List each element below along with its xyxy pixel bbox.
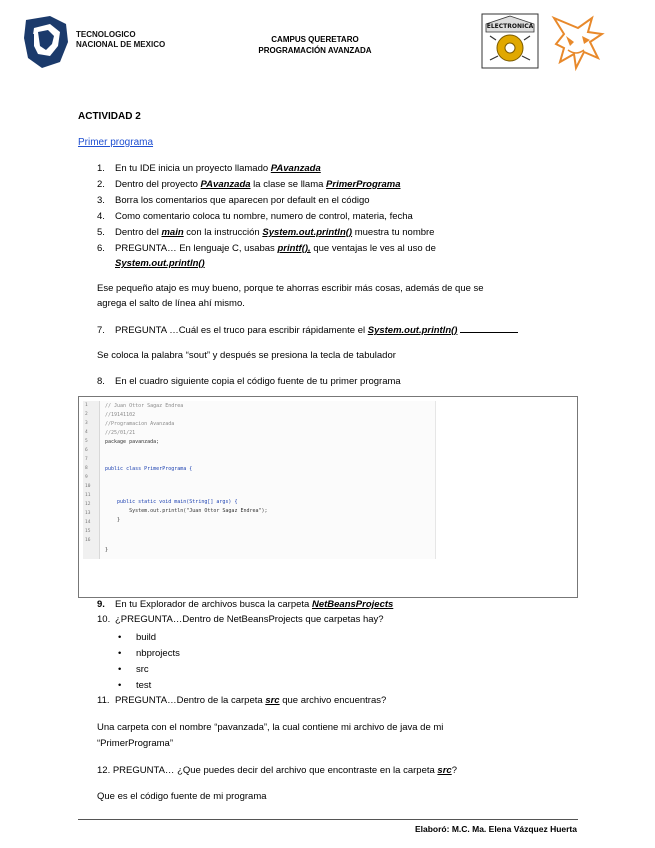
line-number: 9: [85, 475, 88, 480]
answer-7: Se coloca la palabra “sout” y después se presiona la tecla de tabulador: [97, 350, 396, 361]
line-number: 12: [85, 502, 91, 507]
step-10: 10. ¿PREGUNTA…Dentro de NetBeansProjects que carpetas hay?: [97, 614, 384, 625]
header-center: [210, 34, 420, 56]
campus-name: CAMPUS QUERETARO: [271, 35, 359, 44]
step-11: 11. PREGUNTA…Dentro de la carpeta src que archivo encuentras?: [97, 695, 387, 706]
seal-text: ELECTRONICA: [486, 23, 534, 30]
institution-name: [76, 30, 165, 50]
step-12: 12. PREGUNTA… ¿Que puedes decir del archivo que encontraste en la carpeta src?: [97, 765, 457, 776]
footer-author: Elaboró: M.C. Ma. Elena Vázquez Huerta: [414, 824, 577, 834]
electronics-seal-icon: [480, 10, 540, 70]
line-number: 1: [85, 403, 88, 408]
answer-6-line1: Ese pequeño atajo es muy bueno, porque te ahorras escribir más cosas, además de que se: [97, 283, 484, 294]
list-item: • build: [118, 630, 180, 646]
folder-list: [118, 630, 180, 694]
line-number: 6: [85, 448, 88, 453]
code-line: }: [105, 547, 109, 553]
code-screenshot-box: [78, 396, 578, 598]
code-line: }: [105, 517, 121, 523]
step-4: 4. Como comentario coloca tu nombre, numero de control, materia, fecha: [97, 211, 413, 222]
code-line: package pavanzada;: [105, 439, 160, 445]
step-6-line2: System.out.println(): [115, 258, 205, 269]
bullet-icon: •: [118, 664, 122, 675]
code-line: // Juan Ottor Sagaz Endrea: [105, 403, 184, 409]
step-3: 3. Borra los comentarios que aparecen por default en el código: [97, 195, 370, 206]
code-line: //Programacion Avanzada: [105, 421, 175, 427]
step-5: 5. Dentro del main con la instrucción System.out.println() muestra tu nombre: [97, 227, 435, 238]
code-line: System.out.println("Juan Ottor Sagaz Endrea");: [105, 508, 268, 514]
step-7: 7. PREGUNTA …Cuál es el truco para escribir rápidamente el System.out.println(): [97, 323, 518, 336]
list-item: • test: [118, 678, 180, 694]
answer-11-line1: Una carpeta con el nombre “pavanzada”, la cual contiene mi archivo de java de mi: [97, 722, 444, 733]
activity-title: ACTIVIDAD 2: [78, 111, 141, 122]
answer-6-line2: agrega el salto de línea ahí mismo.: [97, 298, 245, 309]
primer-programa-link[interactable]: Primer programa: [78, 137, 154, 148]
institution-line2: NACIONAL DE MEXICO: [76, 40, 166, 49]
line-number: 2: [85, 412, 88, 417]
line-number: 7: [85, 457, 88, 462]
fox-mascot-icon: [546, 12, 608, 74]
step-1: 1. En tu IDE inicia un proyecto llamado PAvanzada: [97, 163, 321, 174]
line-number: 13: [85, 511, 91, 516]
answer-blank: [460, 323, 518, 333]
header-logos-right: [480, 8, 610, 72]
tecnm-logo-block: [20, 14, 190, 74]
answer-11-line2: “PrimerPrograma”: [97, 738, 174, 749]
line-number: 16: [85, 538, 91, 543]
answer-12: Que es el código fuente de mi programa: [97, 791, 267, 802]
course-name: PROGRAMACIÓN AVANZADA: [258, 46, 372, 55]
line-number: 8: [85, 466, 88, 471]
code-editor: [83, 401, 436, 559]
line-number: 10: [85, 484, 91, 489]
step-9: 9. En tu Explorador de archivos busca la carpeta NetBeansProjects: [97, 599, 394, 610]
line-number: 3: [85, 421, 88, 426]
code-line: //25/01/21: [105, 430, 136, 436]
institution-line1: TECNOLOGICO: [76, 30, 136, 39]
code-line: //19141102: [105, 412, 136, 418]
step-2: 2. Dentro del proyecto PAvanzada la clase se llama PrimerPrograma: [97, 179, 401, 190]
line-number: 15: [85, 529, 91, 534]
line-number: 14: [85, 520, 91, 525]
line-number: 4: [85, 430, 88, 435]
bullet-icon: •: [118, 680, 122, 691]
bullet-icon: •: [118, 632, 122, 643]
list-item: • src: [118, 662, 180, 678]
line-number: 11: [85, 493, 91, 498]
bullet-icon: •: [118, 648, 122, 659]
code-line: public class PrimerPrograma {: [105, 466, 193, 472]
step-6: 6. PREGUNTA… En lenguaje C, usabas printf(), que ventajas le ves al uso de: [97, 243, 436, 254]
footer-divider: [78, 819, 578, 820]
line-number: 5: [85, 439, 88, 444]
step-8: 8. En el cuadro siguiente copia el código fuente de tu primer programa: [97, 376, 401, 387]
list-item: • nbprojects: [118, 646, 180, 662]
code-line: public static void main(String[] args) {: [105, 499, 238, 505]
tecnm-eagle-logo-icon: [20, 14, 72, 70]
